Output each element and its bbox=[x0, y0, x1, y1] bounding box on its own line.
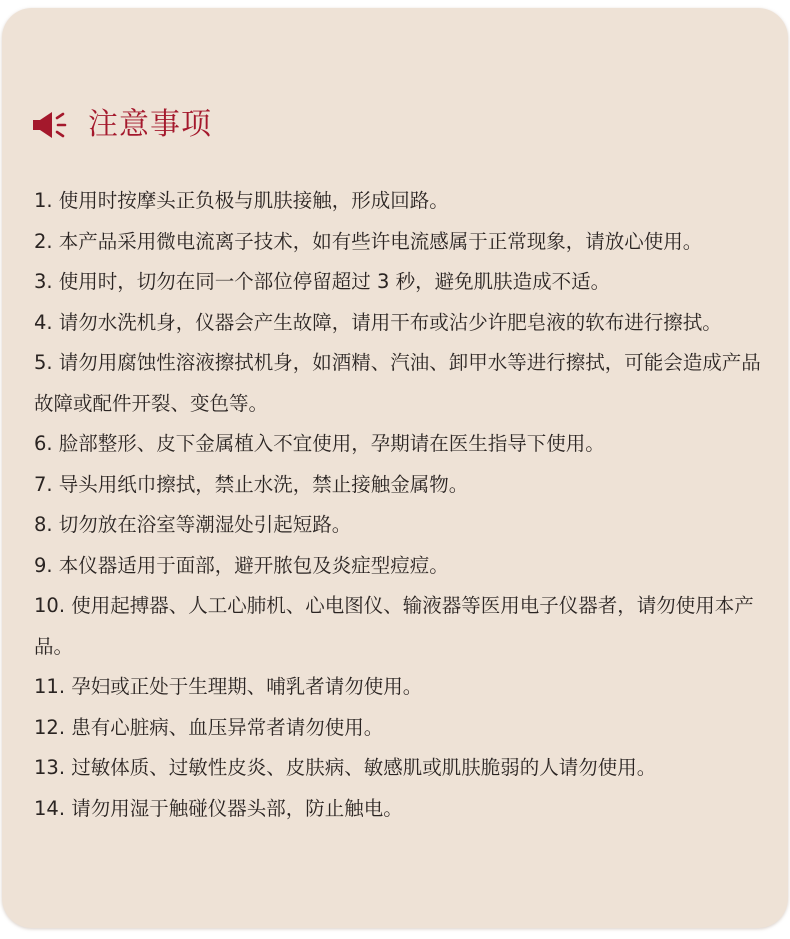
list-item: 13. 过敏体质、过敏性皮炎、皮肤病、敏感肌或肌肤脆弱的人请勿使用。 bbox=[34, 756, 657, 779]
list-item: 11. 孕妇或正处于生理期、哺乳者请勿使用。 bbox=[34, 675, 423, 698]
notice-card bbox=[2, 8, 788, 928]
list-item: 2. 本产品采用微电流离子技术，如有些许电流感属于正常现象，请放心使用。 bbox=[34, 229, 703, 253]
list-item: 6. 脸部整形、皮下金属植入不宜使用，孕期请在医生指导下使用。 bbox=[34, 432, 605, 455]
list-item: 1. 使用时按摩头正负极与肌肤接触，形成回路。 bbox=[34, 189, 449, 212]
notes-list bbox=[34, 181, 769, 829]
list-item: 7. 导头用纸巾擦拭，禁止水洗，禁止接触金属物。 bbox=[34, 472, 469, 496]
list-item: 14. 请勿用湿于触碰仪器头部，防止触电。 bbox=[34, 796, 403, 820]
list-item: 4. 请勿水洗机身，仪器会产生故障，请用干布或沾少许肥皂液的软布进行擦拭。 bbox=[34, 310, 722, 334]
list-item: 12. 患有心脏病、血压异常者请勿使用。 bbox=[34, 715, 384, 739]
speaker-icon bbox=[32, 110, 72, 140]
list-item: 5. 请勿用腐蚀性溶液擦拭机身，如酒精、汽油、卸甲水等进行擦拭，可能会造成产品故障或配件开裂、变色等。 bbox=[34, 351, 761, 415]
list-item: 9. 本仪器适用于面部，避开脓包及炎症型痘痘。 bbox=[34, 553, 449, 577]
list-item: 10. 使用起搏器、人工心肺机、心电图仪、输液器等医用电子仪器者，请勿使用本产品。 bbox=[34, 594, 754, 658]
section-header bbox=[32, 103, 212, 147]
page-title: 注意事项 bbox=[88, 107, 212, 142]
list-item: 3. 使用时，切勿在同一个部位停留超过 3 秒，避免肌肤造成不适。 bbox=[34, 270, 611, 293]
list-item: 8. 切勿放在浴室等潮湿处引起短路。 bbox=[34, 513, 352, 536]
